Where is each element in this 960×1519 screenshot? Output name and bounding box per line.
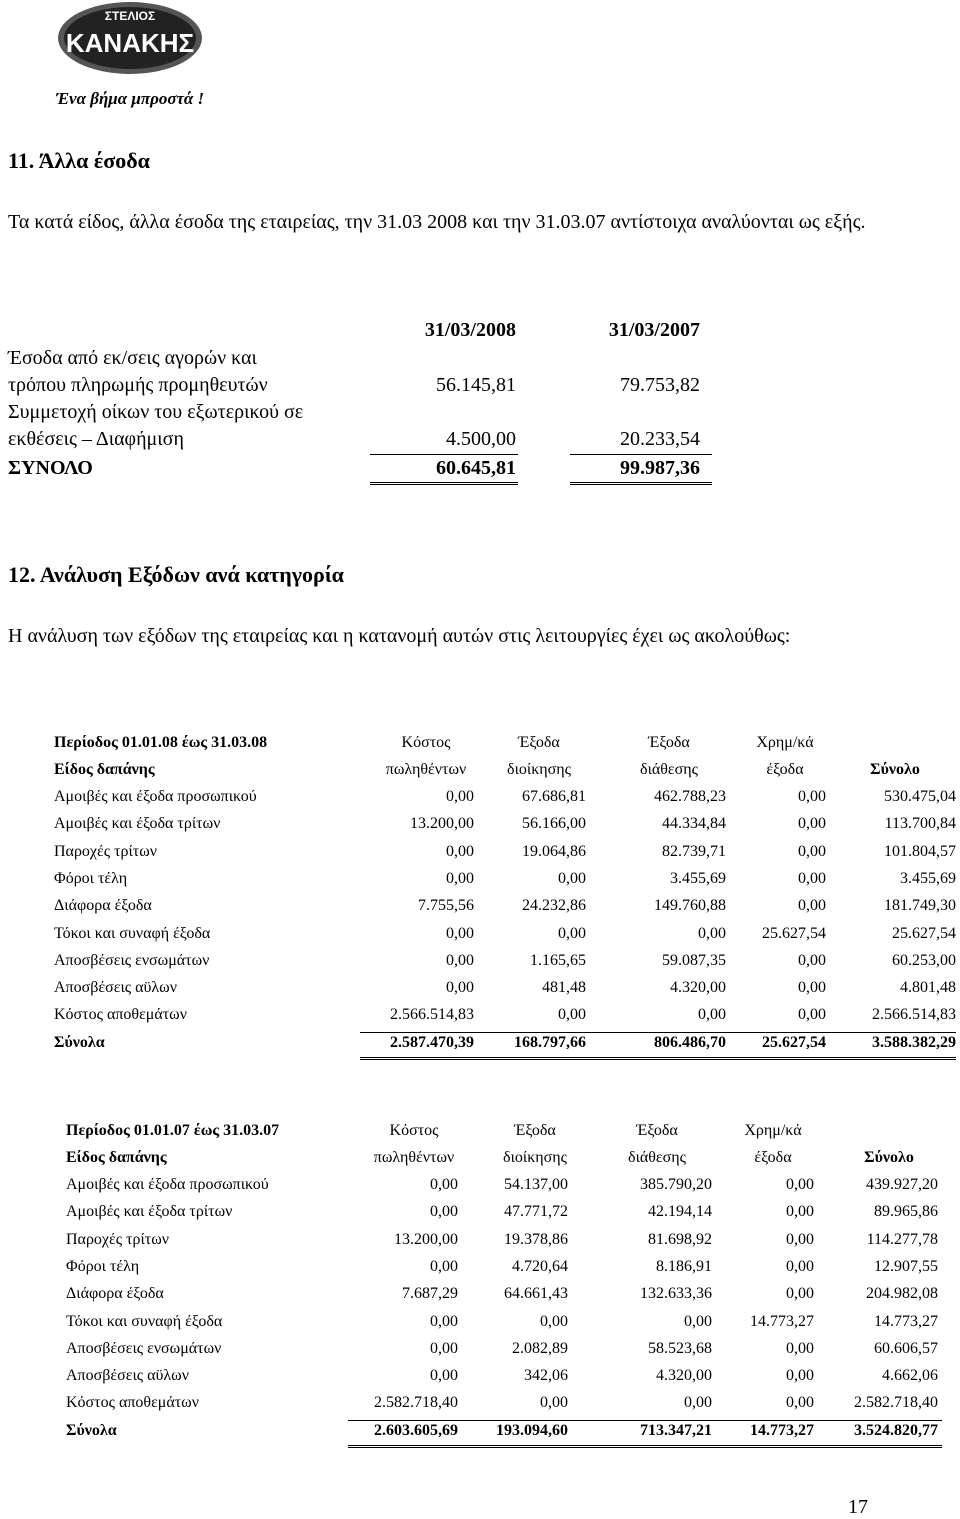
period-label: Περίοδος 01.01.08 έως 31.03.08 [54, 734, 268, 751]
other-income-table [0, 0, 960, 520]
cell-finance: 0,00 [798, 788, 826, 805]
row-label: Αμοιβές και έξοδα τρίτων [66, 1203, 233, 1221]
cell-total: 25.627,54 [892, 924, 956, 942]
cell-selling: 59.087,35 [662, 951, 726, 969]
col-header-finance-a: Χρημ/κά [744, 1122, 802, 1139]
cell-finance: 0,00 [798, 842, 826, 860]
row-label: Αποσβέσεις ενσωμάτων [54, 951, 210, 969]
income-row-2-label-a: Συμμετοχή οίκων του εξωτερικού σε [8, 401, 304, 423]
cell-admin: 67.686,81 [522, 788, 586, 805]
table-row [54, 870, 956, 897]
cell-total: 114.277,78 [866, 1230, 938, 1248]
cell-selling: 0,00 [684, 1312, 712, 1330]
cell-selling: 82.739,71 [662, 842, 726, 860]
row-label: Αποσβέσεις ενσωμάτων [66, 1339, 222, 1357]
col-header-admin-b: διοίκησης [503, 1149, 567, 1166]
row-label: Αμοιβές και έξοδα προσωπικού [66, 1176, 269, 1193]
cell-admin: 0,00 [540, 1312, 568, 1330]
cell-admin: 0,00 [558, 869, 586, 887]
table-row [66, 1394, 946, 1421]
col-header-selling-b: διάθεσης [640, 761, 698, 778]
income-total-2007: 99.987,36 [620, 457, 700, 479]
table-row [66, 1203, 946, 1230]
table-row [54, 979, 956, 1006]
cell-cost-of-sales: 7.755,56 [418, 897, 474, 915]
row-label: Παροχές τρίτων [66, 1230, 169, 1248]
cell-selling: 713.347,21 [640, 1421, 712, 1439]
cell-selling: 149.760,88 [654, 897, 726, 915]
row-label: Διάφορα έξοδα [54, 897, 152, 915]
row-label: Φόροι τέλη [66, 1257, 140, 1275]
table-row [66, 1340, 946, 1367]
col-header-cost-b: πωληθέντων [373, 1149, 455, 1166]
cell-total: 4.662,06 [882, 1367, 938, 1385]
cell-total: 101.804,57 [884, 842, 956, 860]
table-row [54, 1006, 956, 1033]
cell-cost-of-sales: 0,00 [430, 1203, 458, 1221]
cell-finance: 0,00 [786, 1230, 814, 1248]
cell-selling: 0,00 [698, 924, 726, 942]
col-header-cost-a: Κόστος [389, 1122, 439, 1139]
cell-selling: 132.633,36 [640, 1285, 712, 1303]
col-header-finance-a: Χρημ/κά [756, 734, 814, 751]
col-header-selling-a: Έξοδα [636, 1122, 678, 1139]
row-label: Αμοιβές και έξοδα τρίτων [54, 815, 221, 833]
cell-finance: 0,00 [798, 979, 826, 997]
page-number: 17 [848, 1496, 868, 1518]
cell-total: 181.749,30 [884, 897, 956, 915]
expense-type-label: Είδος δαπάνης [66, 1149, 167, 1166]
cell-selling: 44.334,84 [662, 815, 726, 833]
cell-cost-of-sales: 0,00 [446, 979, 474, 997]
row-label: Κόστος αποθεμάτων [66, 1394, 199, 1412]
cell-finance: 0,00 [798, 897, 826, 915]
col-header-cost-a: Κόστος [401, 734, 451, 751]
table-header-row [66, 1149, 946, 1176]
cell-selling: 81.698,92 [648, 1230, 712, 1248]
income-row-1-label-b: τρόπου πληρωμής προμηθευτών [8, 374, 268, 396]
table-header-row [66, 1122, 946, 1149]
table-row [54, 925, 956, 952]
cell-admin: 56.166,00 [522, 815, 586, 833]
cell-admin: 1.165,65 [530, 951, 586, 969]
table-row [66, 1231, 946, 1258]
cell-selling: 806.486,70 [654, 1033, 726, 1051]
cell-total: 3.524.820,77 [854, 1421, 938, 1439]
income-row-2-2008: 4.500,00 [446, 428, 516, 450]
cell-selling: 4.320,00 [670, 979, 726, 997]
cell-admin: 2.082,89 [512, 1339, 568, 1357]
cell-selling: 462.788,23 [654, 788, 726, 805]
col-header-admin-a: Έξοδα [518, 734, 560, 751]
cell-selling: 8.186,91 [656, 1257, 712, 1275]
row-label: Παροχές τρίτων [54, 842, 157, 860]
cell-admin: 4.720,64 [512, 1257, 568, 1275]
col-header-finance-b: έξοδα [766, 761, 804, 778]
row-label: Τόκοι και συναφή έξοδα [66, 1312, 223, 1330]
cell-admin: 64.661,43 [504, 1285, 568, 1303]
cell-admin: 193.094,60 [496, 1421, 568, 1439]
table-row [54, 952, 956, 979]
cell-admin: 342,06 [524, 1367, 568, 1385]
cell-cost-of-sales: 0,00 [430, 1257, 458, 1275]
income-total-2008: 60.645,81 [436, 457, 516, 479]
cell-admin: 54.137,00 [504, 1176, 568, 1193]
logo-brand-top: ΣΤΕΛΙΟΣ [104, 9, 156, 23]
logo-brand-main: ΚΑΝΑΚΗΣ [65, 28, 195, 58]
cell-total: 12.907,55 [874, 1257, 938, 1275]
row-label: Φόροι τέλη [54, 869, 128, 887]
cell-finance: 0,00 [786, 1176, 814, 1193]
cell-finance: 0,00 [786, 1394, 814, 1412]
period-label: Περίοδος 01.01.07 έως 31.03.07 [66, 1122, 280, 1139]
table-row [54, 788, 956, 815]
cell-cost-of-sales: 7.687,29 [402, 1285, 458, 1303]
col-header-total: Σύνολο [864, 1149, 914, 1166]
col-header-2007: 31/03/2007 [608, 319, 700, 341]
col-header-selling-a: Έξοδα [648, 734, 690, 751]
cell-cost-of-sales: 0,00 [446, 869, 474, 887]
col-header-admin-b: διοίκησης [507, 761, 571, 778]
cell-admin: 0,00 [540, 1394, 568, 1412]
cell-finance: 0,00 [798, 869, 826, 887]
cell-total: 60.253,00 [892, 951, 956, 969]
table-row [66, 1367, 946, 1394]
table-row [54, 897, 956, 924]
cell-admin: 0,00 [558, 924, 586, 942]
total-rule [348, 1445, 942, 1448]
cell-finance: 14.773,27 [750, 1421, 814, 1439]
cell-selling: 42.194,14 [648, 1203, 712, 1221]
cell-total: 14.773,27 [874, 1312, 938, 1330]
cell-cost-of-sales: 0,00 [430, 1312, 458, 1330]
cell-cost-of-sales: 0,00 [446, 842, 474, 860]
cell-finance: 0,00 [786, 1339, 814, 1357]
income-subtotal-rule-2007 [570, 454, 712, 455]
income-row-1-label-a: Έσοδα από εκ/σεις αγορών και [8, 347, 257, 369]
cell-selling: 4.320,00 [656, 1367, 712, 1385]
section-12-heading: 12. Ανάλυση Εξόδων ανά κατηγορία [8, 562, 344, 587]
cell-cost-of-sales: 13.200,00 [394, 1230, 458, 1248]
cell-total: 60.606,57 [874, 1339, 938, 1357]
section-12-intro: Η ανάλυση των εξόδων της εταιρείας και η κατανομή αυτών στις λειτουργίες έχει ως ακολούθως: [8, 625, 791, 647]
cell-admin: 19.378,86 [504, 1230, 568, 1248]
cell-selling: 0,00 [698, 1006, 726, 1024]
table-header-row [54, 761, 956, 788]
cell-admin: 0,00 [558, 1006, 586, 1024]
col-header-total: Σύνολο [870, 761, 920, 778]
row-label: Αμοιβές και έξοδα προσωπικού [54, 788, 257, 805]
row-label: Αποσβέσεις αϋλων [66, 1367, 189, 1385]
cell-finance: 0,00 [786, 1285, 814, 1303]
cell-cost-of-sales: 0,00 [446, 951, 474, 969]
income-subtotal-rule-2008 [370, 454, 518, 455]
income-row-1-2007: 79.753,82 [620, 374, 700, 396]
cell-admin: 47.771,72 [504, 1203, 568, 1221]
expense-table-2008 [54, 734, 956, 1064]
cell-total: 89.965,86 [874, 1203, 938, 1221]
income-row-2-label-b: εκθέσεις – Διαφήμιση [8, 428, 184, 450]
row-label: Αποσβέσεις αϋλων [54, 979, 177, 997]
cell-total: 204.982,08 [866, 1285, 938, 1303]
cell-finance: 0,00 [798, 951, 826, 969]
cell-selling: 0,00 [684, 1394, 712, 1412]
row-label: Διάφορα έξοδα [66, 1285, 164, 1303]
table-row [66, 1258, 946, 1285]
cell-admin: 19.064,86 [522, 842, 586, 860]
income-row-2-2007: 20.233,54 [620, 428, 700, 450]
table-row [54, 843, 956, 870]
section-11-heading: 11. Άλλα έσοδα [8, 148, 150, 173]
subtotal-rule [360, 1032, 956, 1033]
row-label: Σύνολα [54, 1033, 105, 1051]
cell-admin: 481,48 [542, 979, 586, 997]
cell-total: 439.927,20 [866, 1176, 938, 1193]
cell-cost-of-sales: 0,00 [430, 1339, 458, 1357]
cell-finance: 0,00 [786, 1257, 814, 1275]
cell-cost-of-sales: 2.566.514,83 [390, 1006, 474, 1024]
cell-cost-of-sales: 0,00 [446, 924, 474, 942]
cell-total: 2.582.718,40 [854, 1394, 938, 1412]
income-total-rule-2007 [570, 482, 712, 485]
total-rule [360, 1057, 956, 1060]
cell-finance: 25.627,54 [762, 1033, 826, 1051]
table-row [66, 1285, 946, 1312]
logo-slogan: Ένα βήμα μπροστά ! [55, 89, 205, 108]
row-label: Κόστος αποθεμάτων [54, 1006, 187, 1024]
cell-admin: 168.797,66 [514, 1033, 586, 1051]
col-header-cost-b: πωληθέντων [385, 761, 467, 778]
cell-cost-of-sales: 0,00 [430, 1176, 458, 1193]
income-row-1-2008: 56.145,81 [436, 374, 516, 396]
cell-cost-of-sales: 2.582.718,40 [374, 1394, 458, 1412]
cell-total: 3.588.382,29 [872, 1033, 956, 1051]
row-label: Σύνολα [66, 1421, 117, 1439]
cell-total: 2.566.514,83 [872, 1006, 956, 1024]
subtotal-rule [348, 1420, 942, 1421]
cell-finance: 0,00 [798, 815, 826, 833]
cell-cost-of-sales: 2.603.605,69 [374, 1421, 458, 1439]
col-header-selling-b: διάθεσης [628, 1149, 686, 1166]
cell-selling: 3.455,69 [670, 869, 726, 887]
col-header-admin-a: Έξοδα [514, 1122, 556, 1139]
col-header-2008: 31/03/2008 [424, 319, 516, 341]
table-header-row [54, 734, 956, 761]
table-row [54, 815, 956, 842]
cell-cost-of-sales: 0,00 [430, 1367, 458, 1385]
cell-total: 113.700,84 [884, 815, 956, 833]
cell-selling: 385.790,20 [640, 1176, 712, 1193]
cell-cost-of-sales: 0,00 [446, 788, 474, 805]
cell-admin: 24.232,86 [522, 897, 586, 915]
cell-finance: 0,00 [786, 1203, 814, 1221]
cell-finance: 14.773,27 [750, 1312, 814, 1330]
cell-selling: 58.523,68 [648, 1339, 712, 1357]
cell-finance: 0,00 [798, 1006, 826, 1024]
table-row [66, 1313, 946, 1340]
income-total-label: ΣΥΝΟΛΟ [8, 457, 93, 479]
cell-total: 3.455,69 [900, 869, 956, 887]
cell-total: 4.801,48 [900, 979, 956, 997]
cell-cost-of-sales: 2.587.470,39 [390, 1033, 474, 1051]
cell-finance: 0,00 [786, 1367, 814, 1385]
expense-type-label: Είδος δαπάνης [54, 761, 155, 778]
section-11-intro: Τα κατά είδος, άλλα έσοδα της εταιρείας, την 31.03 2008 και την 31.03.07 αντίστοιχα αναλύονται ως εξής. [8, 211, 866, 233]
cell-cost-of-sales: 13.200,00 [410, 815, 474, 833]
table-row [66, 1176, 946, 1203]
row-label: Τόκοι και συναφή έξοδα [54, 924, 211, 942]
income-total-rule-2008 [370, 482, 518, 485]
cell-finance: 25.627,54 [762, 924, 826, 942]
expense-table-2007 [66, 1122, 946, 1452]
col-header-finance-b: έξοδα [754, 1149, 792, 1166]
cell-total: 530.475,04 [884, 788, 956, 805]
